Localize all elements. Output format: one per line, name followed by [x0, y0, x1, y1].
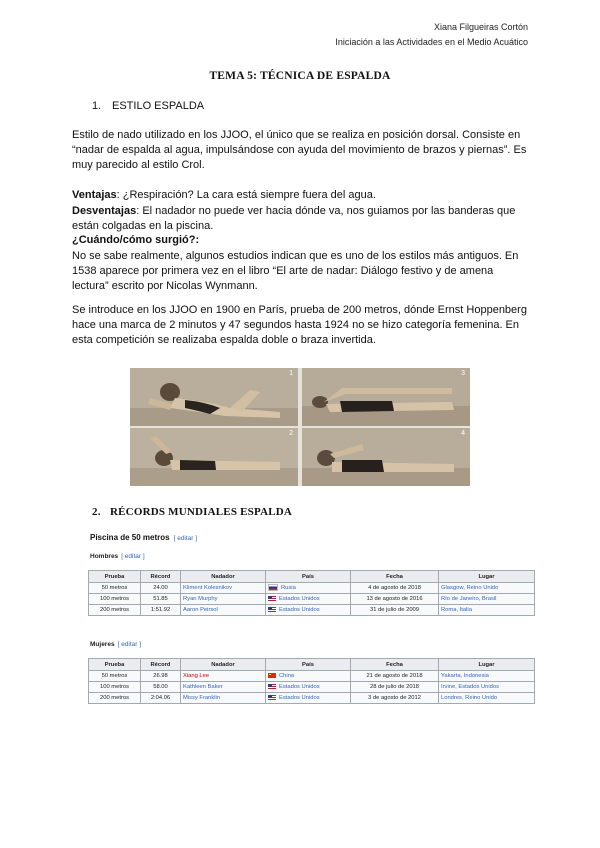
usa-flag-icon [268, 596, 276, 601]
record-cell: 2:04.06 [141, 693, 181, 704]
country-cell [266, 605, 351, 616]
swimmer-link[interactable]: Kliment Kolesnikov [181, 583, 266, 594]
place-link[interactable]: Glasgow, Reino Unido [439, 583, 535, 594]
ventajas-text: : ¿Respiración? La cara está siempre fuera del agua. [116, 189, 376, 201]
pool-title: Piscina de 50 metros [90, 533, 170, 542]
photo-number: 2 [289, 430, 293, 437]
event-cell: 100 metros [89, 682, 141, 693]
desventajas-text: : El nadador no puede ver hacia dónde va, nos guiamos por las banderas que están colgadas en la piscina. [72, 205, 516, 232]
russia-flag-icon [268, 584, 278, 591]
swimmer-link[interactable]: Kathleen Baker [181, 682, 266, 693]
col-header: Fecha [351, 659, 439, 671]
usa-flag-icon [268, 607, 276, 612]
edit-link[interactable]: [ editar ] [121, 553, 145, 560]
date-cell: 13 de agosto de 2016 [351, 594, 439, 605]
date-cell: 3 de agosto de 2012 [351, 693, 439, 704]
swimmer-link[interactable]: Xiang Lee [181, 671, 266, 682]
swimmer-link[interactable]: Ryan Murphy [181, 594, 266, 605]
photo-number: 4 [461, 430, 465, 437]
col-header: Nadador [181, 659, 266, 671]
table-row [89, 682, 535, 693]
date-cell: 31 de julio de 2009 [351, 605, 439, 616]
event-cell: 200 metros [89, 693, 141, 704]
date-cell: 4 de agosto de 2018 [351, 583, 439, 594]
women-heading [90, 641, 141, 648]
intro-paragraph: Estilo de nado utilizado en los JJOO, el único que se realiza en posición dorsal. Consiste en “nadar de espalda al agua, impulsándose con ayuda del movimiento de brazos y piernas”. Es muy parecido al estilo Crol. [72, 129, 527, 171]
history-paragraph: Se introduce en los JJOO en 1900 en París, prueba de 200 metros, dónde Ernst Hoppenberg hace una marca de 2 minutos y 47 segundos hasta 1924 no se hizo categoría femenina. En esta competición se realizaba espalda doble o braza invertida. [72, 304, 527, 346]
record-cell: 24.00 [141, 583, 181, 594]
table-row [89, 671, 535, 682]
col-header: País [266, 571, 351, 583]
event-cell: 200 metros [89, 605, 141, 616]
col-header: Fecha [351, 571, 439, 583]
date-cell: 21 de agosto de 2018 [351, 671, 439, 682]
table-row [89, 693, 535, 704]
record-cell: 1:51.92 [141, 605, 181, 616]
place-link[interactable]: Irvine, Estados Unidos [439, 682, 535, 693]
country-link[interactable]: Estados Unidos [279, 684, 320, 691]
country-link[interactable]: China [279, 673, 295, 680]
page-header [335, 20, 528, 50]
swimmer-link[interactable]: Missy Franklin [181, 693, 266, 704]
photo-swimmer-2 [130, 428, 298, 486]
china-flag-icon [268, 673, 276, 678]
photo-swimmer-4 [302, 428, 470, 486]
country-cell [266, 693, 351, 704]
section-2-heading [92, 506, 292, 518]
photo-number: 3 [461, 370, 465, 377]
origin-question: ¿Cuándo/cómo surgió?: [72, 234, 200, 246]
ventajas-label: Ventajas [72, 189, 117, 201]
col-header: País [266, 659, 351, 671]
col-header: Prueba [89, 571, 141, 583]
place-link[interactable]: Río de Janeiro, Brasil [439, 594, 535, 605]
course-name: Iniciación a las Actividades en el Medio Acuático [335, 37, 528, 47]
backstroke-photo-collage [130, 368, 470, 486]
event-cell: 50 metros [89, 671, 141, 682]
col-header: Récord [141, 659, 181, 671]
edit-link[interactable]: [ editar ] [173, 535, 198, 542]
col-header: Prueba [89, 659, 141, 671]
desventajas-paragraph [72, 204, 530, 234]
men-heading [90, 553, 145, 560]
pool-heading [90, 533, 197, 542]
men-label: Hombres [90, 553, 119, 560]
col-header: Lugar [439, 571, 535, 583]
country-cell [266, 671, 351, 682]
swimmer-link[interactable]: Aaron Peirsol [181, 605, 266, 616]
edit-link[interactable]: [ editar ] [117, 641, 142, 648]
record-cell: 51.85 [141, 594, 181, 605]
section-1-number: 1. [92, 100, 102, 112]
table-header-row [89, 571, 535, 583]
photo-swimmer-3 [302, 368, 470, 426]
date-cell: 28 de julio de 2018 [351, 682, 439, 693]
women-label: Mujeres [90, 641, 115, 648]
event-cell: 50 metros [89, 583, 141, 594]
place-link[interactable]: Roma, Italia [439, 605, 535, 616]
col-header: Lugar [439, 659, 535, 671]
photo-swimmer-1 [130, 368, 298, 426]
section-2-number: 2. [92, 506, 101, 518]
place-link[interactable]: Yakarta, Indonesia [439, 671, 535, 682]
country-link[interactable]: Estados Unidos [279, 607, 320, 614]
women-records-table [88, 658, 535, 704]
section-1-heading [92, 100, 204, 112]
record-cell: 26.98 [141, 671, 181, 682]
place-link[interactable]: Londres, Reino Unido [439, 693, 535, 704]
col-header: Récord [141, 571, 181, 583]
country-link[interactable]: Estados Unidos [279, 596, 320, 603]
table-row [89, 605, 535, 616]
country-link[interactable]: Estados Unidos [279, 695, 320, 702]
record-cell: 58.00 [141, 682, 181, 693]
country-cell [266, 594, 351, 605]
event-cell: 100 metros [89, 594, 141, 605]
photo-number: 1 [289, 370, 293, 377]
country-link[interactable]: Rusia [281, 585, 296, 592]
origin-paragraph: No se sabe realmente, algunos estudios indican que es uno de los estilos más antiguos. En 1538 aparece por primera vez en el libro “El arte de nadar: Diálogo festivo y de amena lectura” escrito por Nicolas Wynmann. [72, 250, 519, 292]
author-name: Xiana Filgueiras Cortón [433, 22, 528, 32]
section-1-title: ESTILO ESPALDA [112, 100, 205, 112]
col-header: Nadador [181, 571, 266, 583]
table-row [89, 594, 535, 605]
usa-flag-icon [268, 684, 276, 689]
desventajas-label: Desventajas [72, 205, 137, 217]
ventajas-paragraph [72, 188, 530, 203]
men-records-table [88, 570, 535, 616]
country-cell [266, 583, 351, 594]
usa-flag-icon [268, 695, 276, 700]
page-title: TEMA 5: TÉCNICA DE ESPALDA [209, 70, 391, 82]
country-cell [266, 682, 351, 693]
table-row [89, 583, 535, 594]
table-header-row [89, 659, 535, 671]
section-2-title: RÉCORDS MUNDIALES ESPALDA [110, 506, 293, 518]
